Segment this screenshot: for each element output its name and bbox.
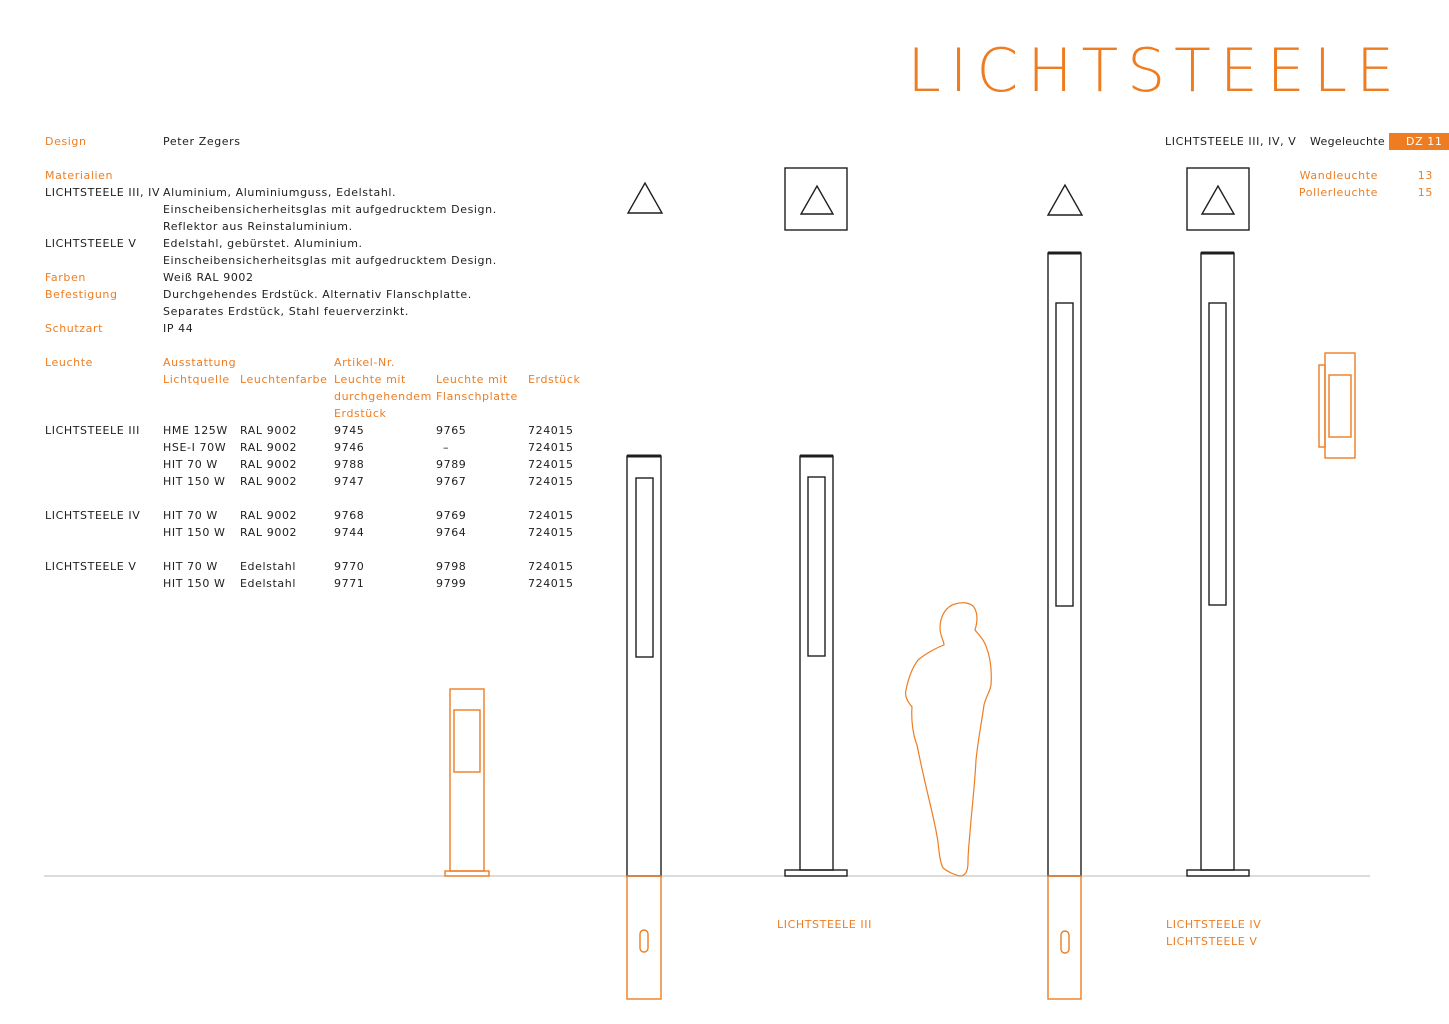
materials-product: LICHTSTEELE III, IV <box>45 186 161 199</box>
table-cell: RAL 9002 <box>240 475 298 488</box>
table-cell: 9764 <box>436 526 467 539</box>
table-cell: 724015 <box>528 560 574 573</box>
table-cell: HIT 150 W <box>163 577 226 590</box>
table-cell: RAL 9002 <box>240 509 298 522</box>
table-cell: 9771 <box>334 577 365 590</box>
table-cell: 724015 <box>528 509 574 522</box>
label-lichtsteele-iv: LICHTSTEELE IV <box>1166 918 1262 931</box>
label-lichtsteele-v: LICHTSTEELE V <box>1166 935 1258 948</box>
table-cell: 724015 <box>528 424 574 437</box>
lichtsteele-iv-v-erdstueck-drawing <box>1048 185 1082 999</box>
bollard-drawing <box>445 689 489 876</box>
th-erdstueck: Erdstück <box>528 373 581 386</box>
person-silhouette <box>906 603 992 876</box>
table-cell: 9769 <box>436 509 467 522</box>
series-label: LICHTSTEELE III, IV, V <box>1165 135 1297 148</box>
materials-product: LICHTSTEELE V <box>45 237 137 250</box>
lichtsteele-iii-erdstueck-drawing <box>627 183 662 999</box>
table-cell: 9746 <box>334 441 365 454</box>
type-label: Wegeleuchte <box>1310 135 1385 148</box>
materials-line: Edelstahl, gebürstet. Aluminium. <box>163 237 363 250</box>
th-artikel: Artikel-Nr. <box>334 356 396 369</box>
materials-line: Einscheibensicherheitsglas mit aufgedrucktem Design. <box>163 254 497 267</box>
group-name: LICHTSTEELE III <box>45 424 140 437</box>
table-cell: RAL 9002 <box>240 424 298 437</box>
table-cell: RAL 9002 <box>240 458 298 471</box>
design-label: Design <box>45 135 87 148</box>
related-page-pollerleuchte: 15 <box>1417 186 1433 199</box>
table-cell: RAL 9002 <box>240 526 298 539</box>
table-cell: HIT 150 W <box>163 475 226 488</box>
related-link-wandleuchte[interactable]: Wandleuchte <box>1299 169 1378 182</box>
label-lichtsteele-iii: LICHTSTEELE III <box>777 918 872 931</box>
table-cell: – <box>443 441 450 454</box>
symbol-square-triangle <box>785 168 847 230</box>
table-cell: 724015 <box>528 475 574 488</box>
th-art-erdstueck: durchgehendem <box>334 390 432 403</box>
symbol-triangle <box>1048 185 1082 215</box>
colors-label: Farben <box>45 271 86 284</box>
table-cell: 9799 <box>436 577 467 590</box>
table-cell: 9768 <box>334 509 365 522</box>
table-cell: 9798 <box>436 560 467 573</box>
th-art-flansch: Flanschplatte <box>436 390 518 403</box>
protection-label: Schutzart <box>45 322 104 335</box>
group-name: LICHTSTEELE IV <box>45 509 141 522</box>
mounting-line: Separates Erdstück, Stahl feuerverzinkt. <box>163 305 409 318</box>
symbol-triangle <box>628 183 662 213</box>
group-name: LICHTSTEELE V <box>45 560 137 573</box>
page-title: LICHTSTEELE <box>907 36 1403 106</box>
table-cell: 9770 <box>334 560 365 573</box>
table-cell: 724015 <box>528 577 574 590</box>
page-code-badge: DZ 11 <box>1389 133 1449 150</box>
th-lichtquelle: Lichtquelle <box>163 373 230 386</box>
table-cell: HIT 70 W <box>163 560 218 573</box>
table-cell: 9789 <box>436 458 467 471</box>
table-cell: 724015 <box>528 441 574 454</box>
th-ausstattung: Ausstattung <box>163 356 237 369</box>
table-cell: RAL 9002 <box>240 441 298 454</box>
table-cell: 724015 <box>528 526 574 539</box>
related-page-wandleuchte: 13 <box>1417 169 1433 182</box>
symbol-square-triangle <box>1187 168 1249 230</box>
table-cell: HME 125W <box>163 424 228 437</box>
materials-line: Einscheibensicherheitsglas mit aufgedrucktem Design. <box>163 203 497 216</box>
th-art-flansch: Leuchte mit <box>436 373 508 386</box>
th-leuchte: Leuchte <box>45 356 93 369</box>
table-cell: 9788 <box>334 458 365 471</box>
th-art-erdstueck: Leuchte mit <box>334 373 406 386</box>
materials-line: Aluminium, Aluminiumguss, Edelstahl. <box>163 186 397 199</box>
table-cell: HIT 70 W <box>163 458 218 471</box>
th-art-erdstueck: Erdstück <box>334 407 387 420</box>
wall-luminaire-drawing <box>1319 353 1355 458</box>
mounting-label: Befestigung <box>45 288 118 301</box>
table-cell: HSE-I 70W <box>163 441 227 454</box>
related-link-pollerleuchte[interactable]: Pollerleuchte <box>1298 186 1378 199</box>
table-cell: 9745 <box>334 424 365 437</box>
mounting-line: Durchgehendes Erdstück. Alternativ Flanschplatte. <box>163 288 472 301</box>
table-cell: 9765 <box>436 424 467 437</box>
lichtsteele-iii-flansch-drawing <box>785 168 847 876</box>
table-cell: Edelstahl <box>240 577 296 590</box>
design-value: Peter Zegers <box>163 135 241 148</box>
materials-line: Reflektor aus Reinstaluminium. <box>163 220 353 233</box>
table-cell: 9747 <box>334 475 365 488</box>
table-cell: 9767 <box>436 475 467 488</box>
lichtsteele-iv-v-flansch-drawing <box>1187 168 1249 876</box>
table-cell: HIT 70 W <box>163 509 218 522</box>
th-leuchtenfarbe: Leuchtenfarbe <box>240 373 328 386</box>
materials-label: Materialien <box>45 169 114 182</box>
table-cell: 9744 <box>334 526 365 539</box>
table-cell: HIT 150 W <box>163 526 226 539</box>
table-cell: 724015 <box>528 458 574 471</box>
colors-value: Weiß RAL 9002 <box>163 271 254 284</box>
table-cell: Edelstahl <box>240 560 296 573</box>
protection-value: IP 44 <box>163 322 194 335</box>
